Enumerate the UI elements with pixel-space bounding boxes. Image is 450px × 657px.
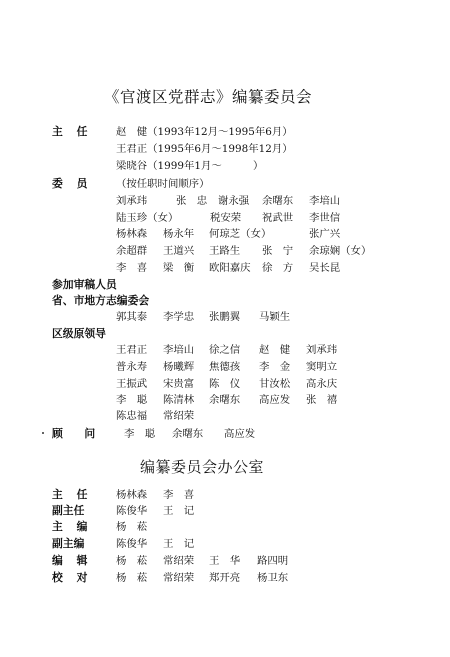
member-name: 杨永年 [163, 228, 195, 240]
office-name: 王 记 [163, 505, 195, 517]
office-title: 编纂委员会办公室 [140, 458, 265, 476]
leader-name: 刘承玮 [306, 344, 338, 356]
office-label: 副主编 [52, 537, 85, 550]
office-label: 编 辑 [52, 554, 89, 567]
office-name: 王 华 [209, 555, 241, 567]
reviewer-name: 张鹏翼 [209, 311, 241, 323]
former-leaders-label: 区级原领导 [52, 327, 106, 340]
office-label: 校 对 [52, 571, 89, 584]
member-name: 张 忠 [176, 195, 208, 207]
leader-name: 杨曦辉 [163, 361, 195, 373]
member-name: 梁 衡 [163, 262, 195, 274]
leader-name: 张 禧 [306, 394, 338, 406]
office-name: 王 记 [163, 538, 195, 550]
leader-name: 高永庆 [306, 378, 338, 390]
leader-name: 徐之信 [209, 344, 241, 356]
leader-name: 普永寿 [116, 361, 148, 373]
office-name: 杨 菘 [116, 572, 148, 584]
advisor-name: 余曙东 [172, 428, 204, 440]
member-name: 张 宁 [262, 245, 294, 257]
office-name: 路四明 [257, 555, 289, 567]
reviewer-name: 李学忠 [163, 311, 195, 323]
committee-title: 《官渡区党群志》编纂委员会 [104, 88, 313, 106]
reviewer-name: 郭其泰 [116, 311, 148, 323]
director-entry-1: 赵 健（1993年12月～1995年6月） [116, 126, 293, 138]
leader-name: 陈忠福 [116, 410, 148, 422]
office-label: 主 任 [52, 488, 89, 501]
member-name: 杨林森 [116, 228, 148, 240]
member-name: 李培山 [309, 195, 341, 207]
office-name: 陈俊华 [116, 538, 148, 550]
leader-name: 赵 健 [259, 344, 291, 356]
leader-name: 李 金 [259, 361, 291, 373]
leader-name: 甘汝松 [259, 378, 291, 390]
director-entry-2: 王君正（1995年6月～1998年12月） [116, 143, 293, 155]
member-name: 税安荣 [210, 212, 242, 224]
reviewer-name: 马颖生 [259, 311, 291, 323]
director-entry-3: 梁晓谷（1999年1月～ ） [116, 160, 264, 172]
leader-name: 王振武 [116, 378, 148, 390]
member-name: 刘承玮 [116, 195, 148, 207]
leader-name: 陈清林 [163, 394, 195, 406]
member-name: 祝武世 [262, 212, 294, 224]
advisor-name: 高应发 [224, 428, 256, 440]
member-name: 陆玉珍（女） [116, 212, 179, 224]
member-name: 王道兴 [163, 245, 195, 257]
member-name: 欧阳嘉庆 [209, 262, 251, 274]
member-name: 吴长昆 [309, 262, 341, 274]
member-name: 徐 方 [262, 262, 294, 274]
member-name: 李 喜 [116, 262, 148, 274]
member-name: 张广兴 [309, 228, 341, 240]
office-name: 常绍荣 [163, 572, 195, 584]
members-note: （按任职时间顺序） [116, 178, 210, 190]
member-name: 王路生 [209, 245, 241, 257]
office-label: 主 编 [52, 520, 89, 533]
reviewers-subheading: 省、市地方志编委会 [52, 294, 150, 307]
office-name: 杨 菘 [116, 521, 148, 533]
stray-mark [42, 432, 44, 434]
office-name: 杨林森 [116, 489, 148, 501]
leader-name: 陈 仪 [209, 378, 241, 390]
office-name: 常绍荣 [163, 555, 195, 567]
member-name: 李世信 [309, 212, 341, 224]
office-name: 杨卫东 [257, 572, 289, 584]
leader-name: 常绍荣 [163, 410, 195, 422]
leader-name: 李 聪 [116, 394, 148, 406]
member-name: 余超群 [116, 245, 148, 257]
member-name: 谢永强 [218, 195, 250, 207]
leader-name: 王君正 [116, 344, 148, 356]
advisors-label: 顾 问 [52, 427, 96, 440]
office-name: 李 喜 [163, 489, 195, 501]
office-name: 陈俊华 [116, 505, 148, 517]
leader-name: 窦明立 [306, 361, 338, 373]
leader-name: 李培山 [163, 344, 195, 356]
leader-name: 高应发 [259, 394, 291, 406]
leader-name: 宋贵富 [163, 378, 195, 390]
leader-name: 余曙东 [209, 394, 241, 406]
members-label: 委 员 [52, 177, 89, 190]
member-name: 余曙东 [262, 195, 294, 207]
office-label: 副主任 [52, 504, 85, 517]
reviewers-heading: 参加审稿人员 [52, 278, 117, 291]
leader-name: 焦德孩 [209, 361, 241, 373]
director-label: 主 任 [52, 125, 89, 138]
advisor-name: 李 聪 [124, 428, 156, 440]
member-name: 何琼芝（女） [209, 228, 272, 240]
office-name: 郑开亮 [209, 572, 241, 584]
office-name: 杨 菘 [116, 555, 148, 567]
member-name: 余琼娴（女） [309, 245, 372, 257]
